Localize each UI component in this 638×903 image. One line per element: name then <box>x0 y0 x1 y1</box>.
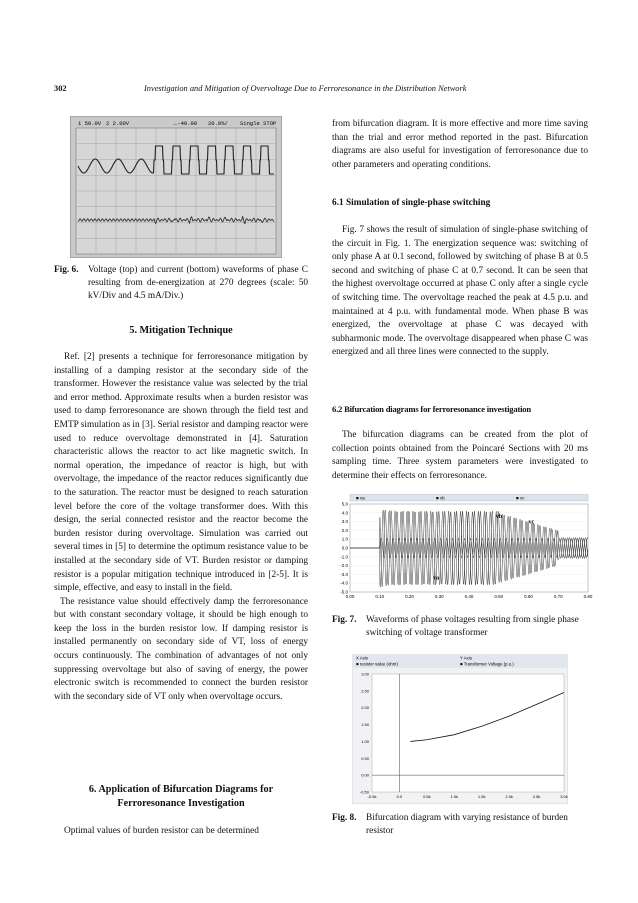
section61-body <box>332 224 588 360</box>
fig7-legend-bar <box>350 494 588 501</box>
section6-paragraph-cont: from bifurcation diagram. It is more effective and more time saving than the trial and error method reported in the past. Bifurcation diagrams are also useful for investigation of ferroresonance due to other parameters and operating conditions. <box>332 119 588 170</box>
fig8-y-tick: 2.50 <box>361 688 369 694</box>
running-header <box>54 84 594 98</box>
fig7-y-tick: -5.0 <box>340 589 348 595</box>
fig7-x-tick: 0.40 <box>464 594 474 599</box>
fig7-y-tick: 2.0 <box>341 527 348 533</box>
section6-heading <box>54 783 308 811</box>
fig7-y-tick: 4.0 <box>341 510 348 516</box>
section6-body-start <box>54 825 308 839</box>
fig8-y-tick: -0.50 <box>359 789 369 795</box>
section62-paragraph: The bifurcation diagrams can be created from the plot of collection points obtained from the Poincaré Sections with 20 ms sampling time. Three system parameters were investigated to determine their effects on ferroresonance. <box>332 430 588 481</box>
fig8-caption-label: Fig. 8. <box>332 813 357 823</box>
fig7-y-tick: -3.0 <box>340 571 348 577</box>
fig7-x-tick: 0.30 <box>434 594 444 599</box>
fig7-y-tick: 0.0 <box>341 545 348 551</box>
fig8-y-tick: 1.00 <box>361 738 369 744</box>
fig7-x-tick: 0.70 <box>553 594 563 599</box>
fig8-caption-text: Bifurcation diagram with varying resistance of burden resistor <box>366 813 568 837</box>
fig8-x-tick: 1.5k <box>477 794 486 799</box>
fig8-x-tick: 0.0 <box>396 794 403 799</box>
fig6-label-ch2: 2 2.00V <box>106 120 130 127</box>
running-title: Investigation and Mitigation of Overvoltage Due to Ferroresonance in the Distribution Network <box>144 84 467 93</box>
fig8-y-legend: ■ Transformer Voltage (p.u.) <box>460 661 514 667</box>
fig8-y-tick: 1.50 <box>361 722 369 728</box>
fig7-caption-label: Fig. 7. <box>332 615 357 625</box>
fig7-y-tick: 5.0 <box>341 501 348 507</box>
section6-paragraph-start: Optimal values of burden resistor can be determined <box>64 826 259 836</box>
section6-heading-line1: 6. Application of Bifurcation Diagrams for <box>88 784 274 795</box>
fig8-x-tick: 2.5k <box>532 794 541 799</box>
fig8-x-tick: 1.0k <box>450 794 459 799</box>
fig7-x-tick: 0.50 <box>494 594 504 599</box>
fig8-y-axis-title: Y Axis <box>460 655 472 661</box>
fig7-caption <box>332 614 588 644</box>
fig7-y-tick: 3.0 <box>341 519 348 525</box>
section62-body <box>332 429 588 483</box>
fig8-caption <box>332 812 588 842</box>
fig8-y-tick: 3.00 <box>361 671 369 677</box>
fig8-y-tick: 0.00 <box>361 772 369 778</box>
fig7-y-tick: -1.0 <box>340 554 348 560</box>
fig7-label-va: va <box>433 575 440 582</box>
fig7-y-tick: -4.0 <box>340 580 348 586</box>
section6-heading-line2: Ferroresonance Investigation <box>117 798 245 809</box>
section5-heading: 5. Mitigation Technique <box>129 325 233 336</box>
fig8-x-tick: 3.0k <box>560 794 568 799</box>
fig8-y-tick: 0.50 <box>361 755 369 761</box>
fig8-chart <box>352 654 568 804</box>
fig8-plot-area <box>372 674 564 792</box>
fig7-x-tick: 0.10 <box>375 594 385 599</box>
section5-paragraph-2: The resistance value should effectively damp the ferroresonance but with constant secondary voltage, it should be high enough to keep the loss in the burden resistor low. If damping resistor is installed permanently on secondary side of VT, loss of energy occurs continuously. The combination of advantages of not only suppressing overvoltage but also of saving of energy, the power electronic switch is recommended to connect the burden resistor with the secondary side of VT only when overvoltage occurs. <box>54 596 308 702</box>
fig7-label-vc: vc <box>528 519 535 526</box>
fig6-caption-label: Fig. 6. <box>54 265 79 275</box>
fig7-x-tick: 0.00 <box>345 594 355 599</box>
fig6-label-div: 20.0%/ <box>208 120 228 127</box>
fig7-legend-vb: ■ vb <box>436 495 445 501</box>
fig7-x-tick: 0.80 <box>583 594 593 599</box>
fig7-y-tick: -2.0 <box>340 563 348 569</box>
section61-paragraph: Fig. 7 shows the result of simulation of single-phase switching of the circuit in Fig. 1. The energization sequence was: switching of only phase A at 0.1 second, followed by switching of phase B at 0.5 second and switching of phase C at 0.7 second. It can be seen that the highest overvoltage occurred at phase C only after a single cycle of switching time. The overvoltage reached the peak at 4.5 p.u. and maintained at 4 p.u. with fundamental mode. When phase B was energized, the overvoltage at phase C was decayed with subharmonic mode. The overvoltage disappeared when phase C was energized and all three lines were connected to the supply. <box>332 225 588 358</box>
fig7-x-tick: 0.20 <box>405 594 414 599</box>
section5-paragraph-1: Ref. [2] presents a technique for ferroresonance mitigation by installing of a damping resistor at the secondary side of the transformer. However the resistance value was selected by the trial and error method. Approximate results when a burden resistor was used to damp ferroresonance are shown through the field test and EMTP simulation as in [3]. Serial resistor and damping reactor were used to reduce overvoltage demonstrated in [4]. Saturation characteristic allows the reactor to act like magnetic switch. In normal operation, the impedance of reactor is high, but with overvoltage, the impedance of the reactor reduces significantly due to the saturation. The reactor must be designed to reach saturation level before the core of the voltage transformer does. With this design, the serial connected resistor and the reactor become the burden resistor during overvoltage. Simulation was carried out several times in [5] to determine the optimum resistance value to be installed at the secondary side of VT. Burden resistor or damping resistor is a popular mitigation technique introduced in [2-5]. It is simple, effective, and easy to install in the field. <box>54 352 308 594</box>
fig7-legend-va: ■ va <box>356 495 365 501</box>
section5-body <box>54 351 308 704</box>
fig6-label-stop: Single STOP <box>240 120 277 127</box>
fig6-oscilloscope <box>70 116 282 258</box>
fig7-chart <box>332 494 594 610</box>
page-number: 302 <box>54 84 67 93</box>
fig7-x-tick: 0.60 <box>524 594 533 599</box>
fig8-x-tick: 2.0k <box>505 794 513 799</box>
fig8-x-axis-title: X Axis <box>356 655 368 661</box>
fig8-x-tick: 0.5k <box>423 794 431 799</box>
fig8-x-legend: ■ resistor value (ohm) <box>356 661 398 667</box>
fig6-caption <box>54 264 308 306</box>
fig7-legend-vc: ■ vc <box>516 495 525 501</box>
fig6-caption-text: Voltage (top) and current (bottom) waveforms of phase C resulting from de-energization at 270 degrees (scale: 50 kV/Div and 4.5 mA/Div.) <box>88 265 308 302</box>
fig8-y-tick: 2.00 <box>361 705 369 711</box>
section6-body-cont <box>332 118 588 172</box>
fig8-x-tick: -0.5k <box>367 794 377 799</box>
fig7-y-tick: 1.0 <box>341 536 348 542</box>
section62-heading: 6.2 Bifurcation diagrams for ferroresonance investigation <box>332 404 531 414</box>
fig6-label-time: ←-40.00 <box>174 120 198 127</box>
section61-heading: 6.1 Simulation of single-phase switching <box>332 198 491 208</box>
fig7-label-vb: vb <box>495 514 503 521</box>
fig7-caption-text: Waveforms of phase voltages resulting from single phase switching of voltage transformer <box>366 615 579 639</box>
fig6-label-ch1: 1 50.0V <box>78 120 102 127</box>
